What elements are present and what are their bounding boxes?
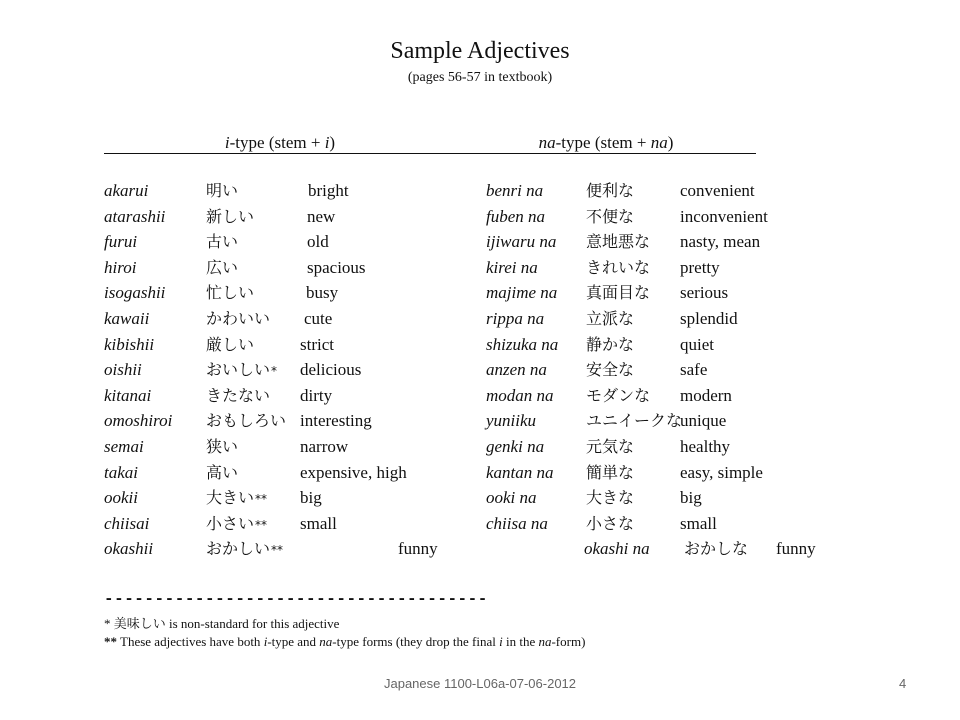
na-adj-english — [680, 232, 760, 251]
table-row — [100, 408, 840, 433]
i-adj-kana — [206, 207, 255, 228]
na-adj-english — [680, 463, 763, 482]
table-row — [100, 485, 840, 510]
i-adj-english-text: new — [307, 207, 336, 226]
na-adj-romaji — [486, 360, 547, 379]
notes-separator: -------------------------------------- — [104, 590, 488, 608]
na-adj-english-text: nasty, mean — [680, 232, 761, 251]
na-adj-english-text: convenient — [680, 181, 755, 200]
na-adj-english — [680, 181, 755, 200]
na-adj-english-text: small — [680, 514, 717, 533]
na-adj-romaji — [486, 232, 556, 251]
na-adj-english — [680, 488, 702, 507]
na-adj-kana — [586, 309, 634, 328]
footer-text: Japanese 1100-L06a-07-06-2012 — [383, 676, 577, 691]
na-adj-english — [680, 437, 730, 456]
na-adj-english-text: modern — [680, 386, 732, 405]
i-adj-romaji — [104, 539, 153, 558]
na-adj-kana-text: 不便な — [586, 207, 635, 226]
na-adj-english — [680, 386, 732, 405]
na-adj-kana-text: 立派な — [586, 309, 635, 328]
na-adj-kana — [586, 488, 634, 507]
i-adj-english-text: old — [307, 232, 329, 251]
i-adj-kana-text: 厳しい — [206, 335, 255, 354]
na-adj-english-text: healthy — [680, 437, 731, 456]
table-row — [100, 434, 840, 459]
na-adj-romaji-text: ijiwaru na — [486, 232, 557, 251]
na-adj-romaji-text: benri na — [486, 181, 544, 200]
i-adj-english — [307, 232, 329, 251]
i-adj-english-text: narrow — [300, 437, 349, 456]
i-adj-romaji-text: kitanai — [104, 386, 152, 405]
i-adj-kana-text: かわいい — [206, 309, 271, 328]
i-adj-english-text: big — [300, 488, 322, 507]
footnote-mark: ** — [255, 492, 268, 506]
i-adj-english — [398, 539, 438, 558]
na-adj-kana — [586, 232, 650, 251]
i-adj-kana — [206, 181, 239, 202]
na-adj-romaji — [486, 309, 544, 328]
i-adj-kana-text: 明い — [206, 181, 239, 200]
i-adj-kana — [206, 258, 239, 279]
na-adj-english-text: quiet — [680, 335, 714, 354]
na-adj-english-text: pretty — [680, 258, 720, 277]
na-adj-romaji — [486, 207, 545, 226]
i-adj-romaji-text: oishii — [104, 360, 142, 379]
i-adj-romaji-text: isogashii — [104, 283, 166, 302]
table-row — [100, 383, 840, 408]
i-adj-kana — [206, 232, 239, 253]
na-adj-kana-text: 小さな — [586, 514, 635, 533]
i-adj-romaji-text: chiisai — [104, 514, 150, 533]
i-adj-romaji-text: takai — [104, 463, 138, 482]
na-adj-romaji-text: genki na — [486, 437, 545, 456]
i-adj-romaji — [104, 488, 138, 507]
i-adj-kana-text: 大きい — [206, 488, 255, 507]
na-adj-kana — [586, 181, 634, 200]
table-row — [100, 204, 840, 229]
table-row — [100, 511, 840, 536]
footnote-2: ** These adjectives have both i-type and na-type forms (they drop the final i in the na-form) — [104, 634, 586, 649]
na-adj-romaji-text: ooki na — [486, 488, 537, 507]
i-adj-romaji-text: kawaii — [104, 309, 150, 328]
i-adj-english — [300, 514, 337, 533]
na-adj-english-text: splendid — [680, 309, 738, 328]
i-adj-romaji — [104, 258, 136, 277]
footnote-mark: * — [271, 364, 278, 378]
i-adj-romaji-text: akarui — [104, 181, 149, 200]
i-adj-english-text: small — [300, 514, 337, 533]
na-adj-kana — [586, 437, 634, 456]
page-number: 4 — [899, 676, 907, 691]
table-row — [100, 536, 840, 561]
na-adj-romaji-text: chiisa na — [486, 514, 548, 533]
na-adj-english — [680, 335, 714, 354]
na-adj-kana — [586, 386, 650, 405]
i-adj-romaji-text: okashii — [104, 539, 154, 558]
i-adj-kana — [206, 463, 239, 484]
i-adj-english-text: strict — [300, 335, 334, 354]
na-adj-english — [680, 207, 768, 226]
i-adj-romaji — [104, 386, 151, 405]
na-adj-english — [680, 283, 728, 302]
i-adj-kana — [206, 411, 287, 432]
i-adj-kana-text: 狭い — [206, 437, 239, 456]
na-adj-kana-text: ユニイークな — [586, 411, 683, 430]
na-adj-kana — [586, 463, 634, 482]
i-adj-romaji-text: atarashii — [104, 207, 166, 226]
na-adj-romaji-text: yuniiku — [486, 411, 537, 430]
i-adj-english-text: cute — [304, 309, 333, 328]
na-adj-kana-text: 簡単な — [586, 463, 635, 482]
i-adj-kana — [206, 386, 271, 407]
table-row — [100, 332, 840, 357]
na-adj-kana-text: 静かな — [586, 335, 635, 354]
i-adj-english — [307, 207, 335, 226]
na-adj-romaji — [486, 258, 538, 277]
i-adj-romaji — [104, 437, 144, 456]
na-adj-romaji-text: anzen na — [486, 360, 547, 379]
na-adj-kana-text: 意地悪な — [586, 232, 651, 251]
na-adj-english-text: big — [680, 488, 702, 507]
na-adj-romaji-text: kirei na — [486, 258, 538, 277]
table-row — [100, 255, 840, 280]
na-adj-romaji — [584, 539, 650, 558]
footnote-1: * 美味しい is non-standard for this adjective — [104, 616, 340, 632]
i-adj-kana — [206, 360, 277, 381]
i-adj-english — [300, 386, 332, 405]
na-adj-romaji — [486, 488, 537, 507]
na-adj-kana-text: おかしな — [684, 539, 749, 558]
i-adj-english — [300, 437, 348, 456]
na-adj-romaji-text: rippa na — [486, 309, 545, 328]
i-adj-kana — [206, 514, 267, 535]
i-adj-kana-text: おいしい — [206, 360, 271, 379]
table-row — [100, 280, 840, 305]
na-adj-english-text: serious — [680, 283, 729, 302]
na-adj-romaji — [486, 181, 543, 200]
na-adj-romaji — [486, 335, 558, 354]
na-adj-romaji-text: majime na — [486, 283, 558, 302]
i-adj-romaji — [104, 207, 165, 226]
i-adj-english — [300, 360, 361, 379]
i-adj-english — [300, 411, 372, 430]
i-adj-romaji — [104, 514, 149, 533]
na-type-header: na-type (stem + na) — [456, 133, 756, 154]
na-adj-kana — [586, 258, 650, 277]
i-adj-romaji-text: furui — [104, 232, 138, 251]
i-adj-kana-text: きたない — [206, 386, 271, 405]
na-adj-romaji-text: fuben na — [486, 207, 546, 226]
na-adj-kana — [586, 283, 650, 302]
na-adj-romaji — [486, 386, 554, 405]
na-adj-english-text: safe — [680, 360, 708, 379]
na-adj-kana — [586, 411, 682, 430]
i-adj-romaji — [104, 181, 148, 200]
i-adj-kana-text: 古い — [206, 232, 239, 251]
i-adj-english-text: busy — [306, 283, 339, 302]
i-adj-english — [300, 335, 334, 354]
i-adj-romaji — [104, 335, 154, 354]
na-adj-english-text: easy, simple — [680, 463, 763, 482]
i-adj-kana-text: おもしろい — [206, 411, 287, 430]
i-adj-kana — [206, 309, 271, 330]
i-adj-english-text: funny — [398, 539, 438, 558]
table-row — [100, 460, 840, 485]
i-adj-kana — [206, 539, 283, 560]
i-adj-kana-text: 新しい — [206, 207, 255, 226]
i-adj-romaji-text: omoshiroi — [104, 411, 173, 430]
na-adj-kana — [586, 360, 634, 379]
na-adj-romaji — [486, 283, 557, 302]
na-adj-romaji — [486, 437, 544, 456]
i-adj-kana — [206, 335, 255, 356]
na-adj-kana-text: きれいな — [586, 258, 651, 277]
na-adj-romaji-text: modan na — [486, 386, 554, 405]
i-adj-english-text: dirty — [300, 386, 333, 405]
i-adj-romaji — [104, 360, 142, 379]
table-row — [100, 306, 840, 331]
na-adj-romaji — [486, 411, 536, 430]
i-adj-romaji — [104, 463, 138, 482]
i-adj-kana — [206, 488, 267, 509]
na-adj-english — [776, 539, 816, 558]
na-adj-kana-text: 安全な — [586, 360, 635, 379]
table-row — [100, 229, 840, 254]
i-adj-english — [308, 181, 349, 200]
i-adj-romaji — [104, 411, 172, 430]
i-adj-romaji-text: ookii — [104, 488, 138, 507]
i-adj-kana-text: 小さい — [206, 514, 255, 533]
na-adj-kana-text: モダンな — [586, 386, 651, 405]
i-adj-kana-text: おかしい — [206, 539, 271, 558]
na-adj-romaji-text: shizuka na — [486, 335, 559, 354]
i-adj-kana-text: 高い — [206, 463, 239, 482]
na-adj-english — [680, 258, 720, 277]
i-adj-english — [304, 309, 332, 328]
i-adj-english — [300, 488, 322, 507]
i-adj-english-text: expensive, high — [300, 463, 407, 482]
i-adj-english — [307, 258, 366, 277]
slide-title: Sample Adjectives — [390, 38, 570, 64]
i-adj-romaji-text: kibishii — [104, 335, 155, 354]
i-adj-kana-text: 広い — [206, 258, 239, 277]
i-adj-english-text: bright — [308, 181, 349, 200]
table-row — [100, 357, 840, 382]
na-adj-romaji-text: okashi na — [584, 539, 650, 558]
i-adj-romaji — [104, 232, 137, 251]
na-adj-english-text: funny — [776, 539, 816, 558]
i-type-header: i-type (stem + i) — [104, 133, 456, 154]
footnote-mark: ** — [255, 518, 268, 532]
na-adj-kana — [684, 539, 748, 558]
na-adj-romaji — [486, 514, 548, 533]
na-adj-romaji-text: kantan na — [486, 463, 554, 482]
i-adj-english-text: spacious — [307, 258, 366, 277]
i-adj-kana — [206, 283, 255, 304]
i-adj-romaji — [104, 283, 165, 302]
na-adj-kana — [586, 335, 634, 354]
i-adj-romaji-text: hiroi — [104, 258, 137, 277]
slide-subtitle: (pages 56-57 in textbook) — [407, 70, 553, 85]
na-adj-english-text: inconvenient — [680, 207, 768, 226]
i-adj-romaji — [104, 309, 149, 328]
na-adj-english — [680, 360, 707, 379]
i-adj-english-text: delicious — [300, 360, 362, 379]
na-adj-english — [680, 309, 738, 328]
i-adj-kana-text: 忙しい — [206, 283, 255, 302]
na-adj-kana-text: 大きな — [586, 488, 635, 507]
i-adj-english-text: interesting — [300, 411, 372, 430]
na-adj-kana-text: 真面目な — [586, 283, 651, 302]
na-adj-english — [680, 411, 726, 430]
na-adj-romaji — [486, 463, 554, 482]
na-adj-english — [680, 514, 717, 533]
na-adj-kana — [586, 514, 634, 533]
na-adj-kana — [586, 207, 634, 226]
i-adj-kana — [206, 437, 239, 458]
na-adj-kana-text: 元気な — [586, 437, 635, 456]
i-adj-english — [306, 283, 338, 302]
table-row — [100, 178, 840, 203]
i-adj-romaji-text: semai — [104, 437, 144, 456]
na-adj-kana-text: 便利な — [586, 181, 635, 200]
i-adj-english — [300, 463, 407, 482]
footnote-mark: ** — [271, 543, 284, 557]
na-adj-english-text: unique — [680, 411, 727, 430]
